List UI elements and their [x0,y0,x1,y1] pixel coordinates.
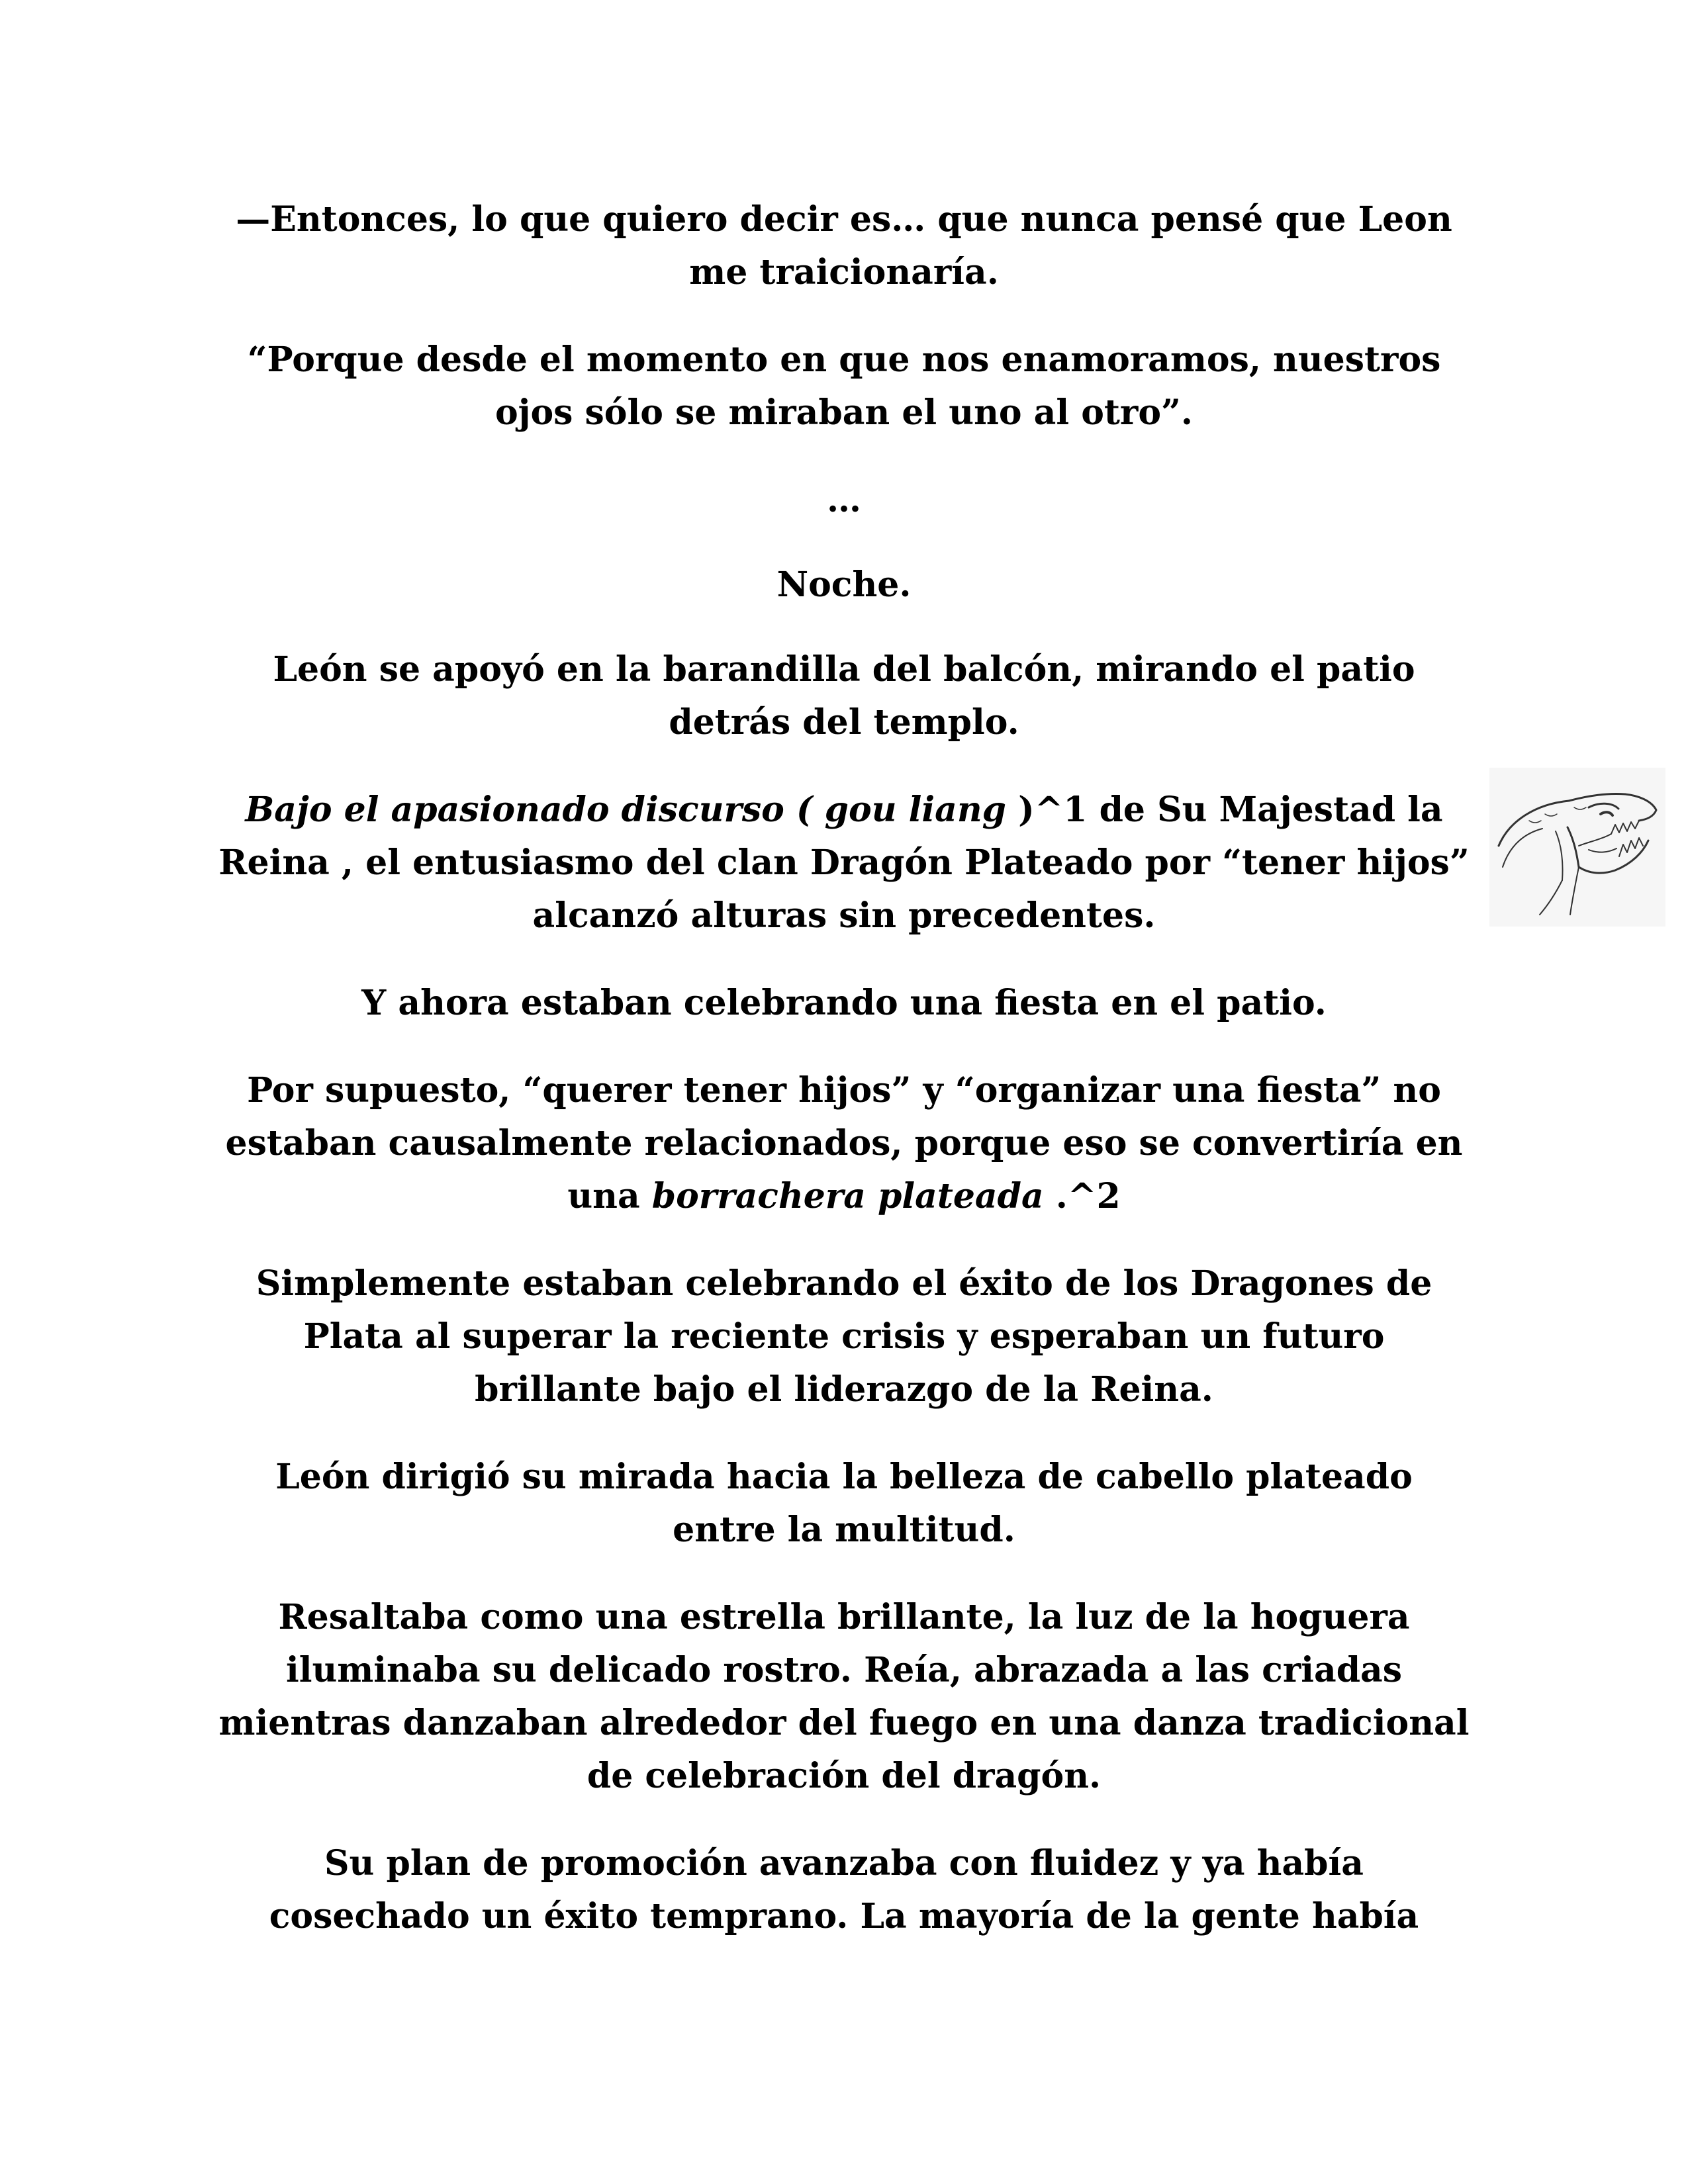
paragraph-12: Su plan de promoción avanzaba con fluidez y ya había cosechado un éxito temprano. La mayoría de la gente había [269,1843,1419,1936]
paragraph-6-rest: )^1 de Su Majestad la Reina , el entusiasmo del clan Dragón Plateado por “tener hijos” alcanzó alturas sin precedentes. [218,790,1470,936]
document-page [218,193,1470,1978]
paragraph-8-before: Por supuesto, “querer tener hijos” y “organizar una fiesta” no estaban causalmente relacionados, porque eso se convertiría en una [225,1070,1463,1216]
section-separator: … [827,480,861,520]
paragraph-6 [218,784,1470,942]
paragraph-8 [218,1064,1470,1223]
section-heading: Noche. [776,565,912,605]
paragraph-6-italic: Bajo el apasionado discurso ( gou liang [245,790,1019,830]
paragraph-9: Simplemente estaban celebrando el éxito de los Dragones de Plata al superar la reciente crisis y esperaban un futuro brillante bajo el liderazgo de la Reina. [256,1263,1432,1410]
dinosaur-head-sketch-icon [1489,768,1665,927]
paragraph-8-after: .^2 [1043,1176,1121,1216]
paragraph-2: “Porque desde el momento en que nos enamoramos, nuestros ojos sólo se miraban el uno al otro”. [247,340,1441,433]
paragraph-10: León dirigió su mirada hacia la belleza de cabello plateado entre la multitud. [275,1457,1413,1550]
paragraph-7: Y ahora estaban celebrando una fiesta en el patio. [361,983,1327,1023]
paragraph-5: León se apoyó en la barandilla del balcón, mirando el patio detrás del templo. [273,649,1415,743]
paragraph-11: Resaltaba como una estrella brillante, la luz de la hoguera iluminaba su delicado rostro. Reía, abrazada a las criadas mientras danzaban alrededor del fuego en una danza tradicional de celebración del dragón. [218,1597,1470,1796]
paragraph-8-italic: borrachera plateada [651,1176,1044,1216]
paragraph-1: —Entonces, lo que quiero decir es… que nunca pensé que Leon me traicionaría. [236,199,1452,293]
